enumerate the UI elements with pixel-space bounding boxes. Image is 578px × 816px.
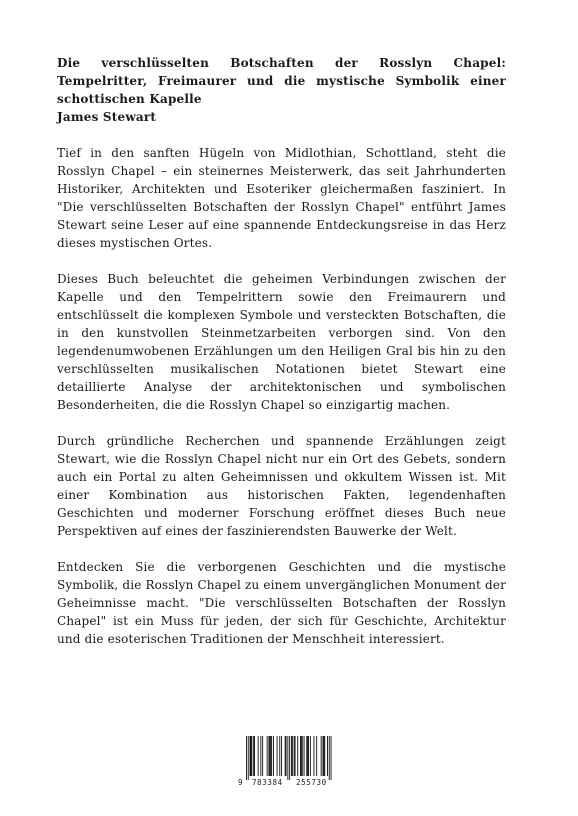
barcode-bar — [269, 736, 270, 776]
barcode-bar — [250, 736, 251, 776]
barcode-bar — [294, 736, 295, 776]
barcode-bar — [271, 736, 272, 776]
blurb-paragraph-1: Tief in den sanften Hügeln von Midlothian, Schottland, steht die Rosslyn Chapel – ein steinernes Meisterwerk, das seit Jahrhunderten Historiker, Architekten und Esoteriker gleichermaßen fasziniert. In "Die verschlüsselten Botschaften der Rosslyn Chapel" entführt James Stewart seine Leser auf eine spannende Entdeckungsreise in das Herz dieses mystischen Ortes. — [57, 146, 506, 250]
barcode-bar — [308, 736, 309, 776]
barcode-bar — [302, 736, 303, 776]
barcode-bar — [248, 736, 249, 780]
barcode-bars — [238, 736, 338, 780]
barcode-bar — [262, 736, 263, 776]
book-author: James Stewart — [57, 110, 157, 124]
barcode-bar — [300, 736, 301, 776]
barcode-bar — [304, 736, 305, 776]
barcode-bar — [253, 736, 254, 776]
barcode-bar — [258, 736, 259, 776]
barcode-bar — [310, 736, 311, 776]
barcode-bar — [321, 736, 322, 776]
barcode-bar — [251, 736, 252, 776]
blurb-paragraph-3: Durch gründliche Recherchen und spannende Erzählungen zeigt Stewart, wie die Rosslyn Chapel nicht nur ein Ort des Gebets, sondern auch ein Portal zu alten Geheimnissen und okkultem Wissen ist. Mit einer Kombination aus historischen Fakten, legendenhaften Geschichten und moderner Forschung eröffnet dieses Buch neue Perspektiven auf eines der faszinierendsten Bauwerke der Welt. — [57, 434, 506, 538]
barcode-bar — [316, 736, 317, 776]
barcode-bar — [331, 736, 332, 780]
barcode-bar — [327, 736, 328, 776]
blurb-paragraph-4: Entdecken Sie die verborgenen Geschichten und die mystische Symbolik, die Rosslyn Chapel zu einem unvergänglichen Monument der Geheimnisse macht. "Die verschlüsselten Botschaften der Rosslyn Chapel" ist ein Muss für jeden, der sich für Geschichte, Architektur und die esoterischen Traditionen der Menschheit interessiert. — [57, 560, 506, 646]
barcode-bar — [270, 736, 271, 776]
barcode-bar — [281, 736, 282, 776]
barcode-bar — [269, 736, 270, 776]
barcode-bar — [323, 736, 324, 776]
barcode-bar — [295, 736, 296, 776]
barcode-digits — [238, 778, 338, 790]
barcode-bar — [301, 736, 302, 776]
barcode-lead-digit: 9 — [238, 778, 243, 787]
barcode-bar — [285, 736, 286, 776]
barcode-bar — [297, 736, 298, 776]
barcode-bar — [292, 736, 293, 776]
barcode-bar — [329, 736, 330, 780]
barcode-bar — [314, 736, 315, 776]
barcode-bar — [307, 736, 308, 776]
barcode-bar — [279, 736, 280, 776]
barcode-right-digits: 255730 — [296, 778, 327, 787]
barcode-bar — [291, 736, 292, 776]
barcode-bar — [254, 736, 255, 776]
barcode-bar — [289, 736, 290, 780]
back-cover-text — [57, 54, 506, 666]
barcode-bar — [287, 736, 288, 780]
barcode-bar — [260, 736, 261, 776]
isbn-barcode — [238, 736, 338, 792]
barcode-bar — [267, 736, 268, 776]
barcode-bar — [273, 736, 274, 776]
barcode-bar — [286, 736, 287, 776]
barcode-left-digits: 783384 — [252, 778, 283, 787]
barcode-bar — [277, 736, 278, 776]
barcode-bar — [324, 736, 325, 776]
barcode-bar — [323, 736, 324, 776]
book-title: Die verschlüsselten Botschaften der Rosslyn Chapel: Tempelritter, Freimaurer und die mystische Symbolik einer schottischen Kapelle — [57, 56, 506, 106]
barcode-bar — [246, 736, 247, 780]
blurb-paragraph-2: Dieses Buch beleuchtet die geheimen Verbindungen zwischen der Kapelle und den Tempelrittern sowie den Freimaurern und entschlüsselt die komplexen Symbole und versteckten Botschaften, die in den kunstvollen Steinmetzarbeiten verborgen sind. Von den legendenumwobenen Erzählungen um den Heiligen Gral bis hin zu den verschlüsselten musikalischen Notationen bietet Stewart eine detaillierte Analyse der architektonischen und symbolischen Besonderheiten, die die Rosslyn Chapel so einzigartig machen. — [57, 272, 506, 412]
barcode-bar — [306, 736, 307, 776]
barcode-bar — [251, 736, 252, 776]
